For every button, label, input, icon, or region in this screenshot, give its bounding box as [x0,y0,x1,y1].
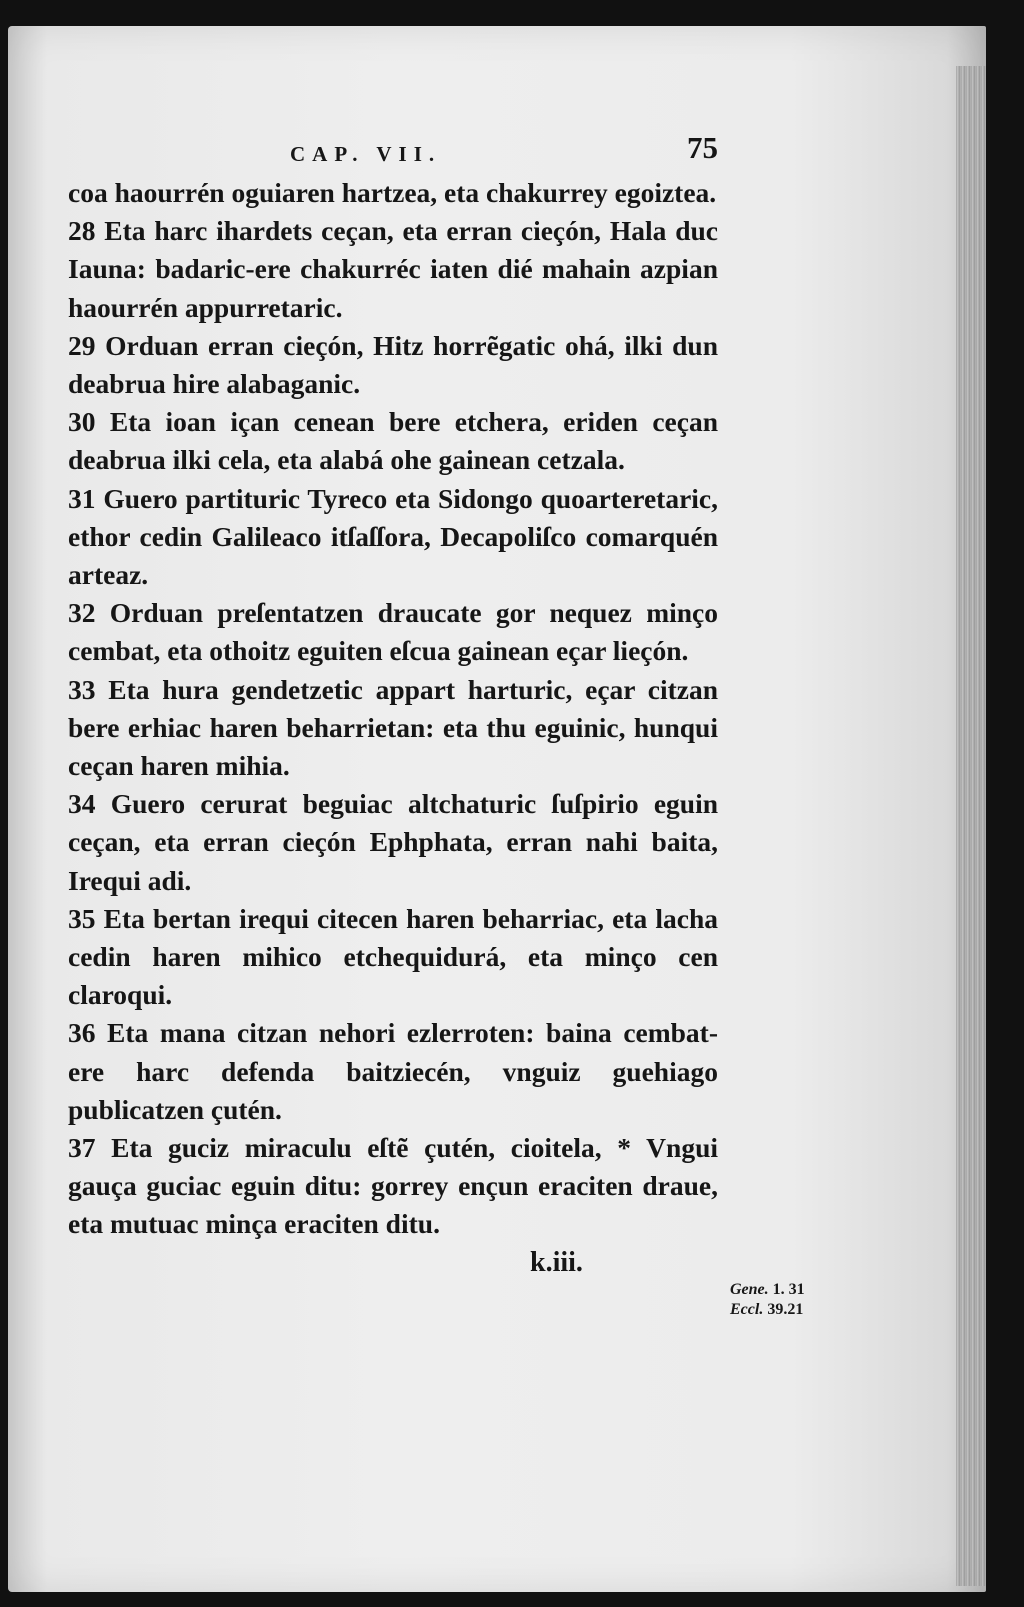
margin-note-book: Eccl. [730,1301,764,1318]
margin-notes [730,1280,850,1320]
margin-note-book: Gene. [730,1281,769,1298]
verse-31: 31 Guero partituric Tyreco eta Sidongo quoarteretaric, ethor cedin Galileaco itſaſſora, Decapoliſco comarquén arteaz. [68,482,718,591]
text-block [68,120,718,1280]
verse-29: 29 Orduan erran cieçón, Hitz horrẽgatic ohá, ilki dun deabrua hire alabaganic. [68,329,718,400]
margin-note [730,1300,850,1320]
page-header [68,120,718,166]
verse-34: 34 Guero cerurat beguiac altchaturic ſuſpirio eguin ceçan, eta erran cieçón Ephphata, erran nahi baita, Irequi adi. [68,788,718,896]
verse-36: 36 Eta mana citzan nehori ezlerroten: baina cembat-ere harc defenda baitziecén, vnguiz guehiago publicatzen çutén. [68,1017,718,1125]
page-number: 75 [687,130,718,165]
book-page [8,26,986,1592]
body-text [68,174,718,1244]
margin-note-ref: 39.21 [767,1301,804,1318]
verse-30: 30 Eta ioan içan cenean bere etchera, eriden ceçan deabrua ilki cela, eta alabá ohe gainean cetzala. [68,406,718,476]
verse-33: 33 Eta hura gendetzetic appart harturic, eçar citzan bere erhiac haren beharrietan: eta thu eguinic, hunqui ceçan haren mihia. [68,673,718,782]
running-head: CAP. VII. [290,142,442,166]
verse-32: 32 Orduan preſentatzen draucate gor nequez minço cembat, eta othoitz eguiten eſcua gainean eçar lieçón. [68,597,718,667]
margin-note-ref: 1. 31 [772,1281,805,1298]
paragraph: coa haourrén oguiaren hartzea, eta chakurrey egoiztea. [68,177,717,208]
verse-28: 28 Eta harc ihardets ceçan, eta erran cieçón, Hala duc Iauna: badaric-ere chakurréc iaten dié mahain azpian haourrén appurretaric. [68,215,718,323]
verse-35: 35 Eta bertan irequi citecen haren beharriac, eta lacha cedin haren mihico etchequidurá, eta minço cen claroqui. [68,902,718,1011]
signature-mark: k.iii. [530,1246,583,1278]
page-edge [956,66,986,1586]
margin-note [730,1280,850,1300]
verse-37: 37 Eta guciz miraculu eſtẽ çutén, cioitela, * Vngui gauça guciac eguin ditu: gorrey ençun eraciten draue, eta mutuac minça eraciten ditu. [68,1132,718,1240]
